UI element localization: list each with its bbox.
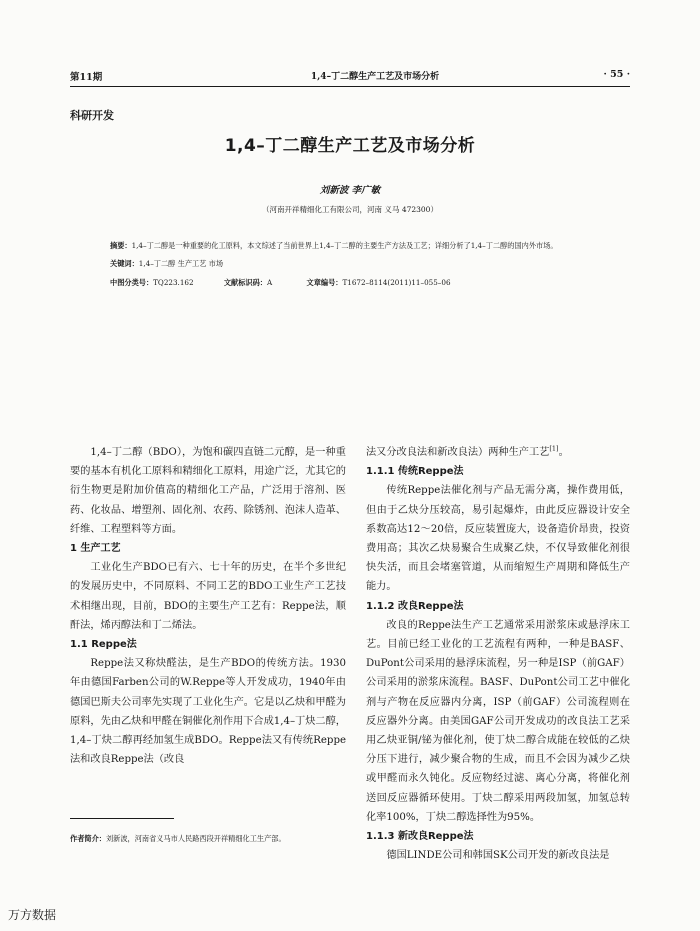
section-heading: 1 生产工艺 bbox=[70, 543, 121, 555]
paragraph-text: 传统Reppe法催化剂与产品无需分离，操作费用低，但由于乙炔分压较高，易引起爆炸，由此反应器设计安全系数高达12～20倍，反应装置庞大，设备造价昂贵，投资费用高；其次乙炔易聚合生成聚乙炔，不仅导致催化剂很快失活，而且会堵塞管道，从而缩短生产周期和降低生产能力。 bbox=[366, 485, 630, 593]
citation-ref: [1] bbox=[549, 444, 559, 453]
section-heading: 1.1.1 传统Reppe法 bbox=[366, 466, 464, 478]
header-issue: 第11期 bbox=[70, 72, 103, 83]
footnote-rule bbox=[70, 818, 174, 819]
footnote-text: 刘新波，河南省义马市人民路西段开祥精细化工生产部。 bbox=[105, 834, 286, 843]
paragraph bbox=[366, 616, 630, 827]
section-heading: 1.1.2 改良Reppe法 bbox=[366, 600, 464, 612]
affiliation: （河南开祥精细化工有限公司，河南 义马 472300） bbox=[262, 205, 438, 214]
authors: 刘新波 李广敏 bbox=[319, 185, 381, 196]
body-right-column bbox=[366, 443, 630, 865]
header-rule bbox=[70, 86, 630, 87]
paragraph-text: 工业化生产BDO已有六、七十年的历史，在半个多世纪的发展历史中，不同原料、不同工艺的BDO工业生产工艺技术相继出现，目前，BDO的主要生产工艺有：Reppe法，顺酐法，烯丙醇法和丁二烯法。 bbox=[70, 562, 346, 631]
paragraph-text: 1,4–丁二醇（BDO），为饱和碳四直链二元醇，是一种重要的基本有机化工原料和精细化工原料，用途广泛，尤其它的衍生物更是附加价值高的精细化工产品，广泛用于溶剂、医药、化妆品、增塑剂、固化剂、农药、除锈剂、泡沫人造革、纤维、工程塑料等方面。 bbox=[70, 447, 346, 535]
clc-label: 中图分类号： bbox=[110, 278, 154, 287]
paragraph bbox=[70, 443, 346, 539]
classification bbox=[110, 275, 650, 290]
paragraph bbox=[70, 558, 346, 635]
footnote bbox=[70, 834, 286, 844]
section-heading: 1.1.3 新改良Reppe法 bbox=[366, 831, 474, 843]
paragraph-text: 法又分改良法和新改良法）两种生产工艺 bbox=[366, 447, 550, 458]
header-running-title: 1,4–丁二醇生产工艺及市场分析 bbox=[310, 72, 440, 82]
article-number-value: T1672–8114(2011)11–055–06 bbox=[342, 278, 451, 287]
paragraph-tail: 。 bbox=[558, 447, 569, 458]
abstract-text: 1,4–丁二醇是一种重要的化工原料，本文综述了当前世界上1,4–丁二醇的主要生产方法及工艺；详细分析了1,4–丁二醇的国内外市场。 bbox=[131, 241, 558, 250]
paragraph bbox=[366, 481, 630, 596]
paragraph bbox=[366, 443, 630, 462]
paragraph bbox=[70, 654, 346, 769]
paragraph bbox=[366, 846, 630, 865]
article-number-label: 文章编号： bbox=[306, 278, 343, 287]
header-page-number: · 55 · bbox=[603, 69, 630, 80]
doc-code-value: A bbox=[267, 278, 273, 287]
body-left-column bbox=[70, 443, 346, 769]
doc-code-label: 文献标识码： bbox=[223, 278, 267, 287]
footnote-label: 作者简介： bbox=[70, 834, 106, 843]
keywords-label: 关键词： bbox=[110, 259, 139, 268]
abstract bbox=[110, 238, 630, 253]
paragraph-text: Reppe法又称炔醛法，是生产BDO的传统方法。1930年由德国Farben公司的W.Reppe等人开发成功，1940年由德国巴斯夫公司率先实现了工业化生产。它是以乙炔和甲醛为原料，先由乙炔和甲醛在铜催化剂作用下合成1,4–丁炔二醇，1,4–丁炔二醇再经加氢生成BDO。Reppe法又有传统Reppe法和改良Reppe法（改良 bbox=[70, 658, 346, 766]
abstract-label: 摘要： bbox=[110, 241, 132, 250]
keywords-text: 1,4–丁二醇 生产工艺 市场 bbox=[138, 259, 224, 268]
watermark: 万方数据 bbox=[8, 908, 57, 922]
page-title: 1,4–丁二醇生产工艺及市场分析 bbox=[224, 136, 476, 156]
paragraph-text: 德国LINDE公司和韩国SK公司开发的新改良法是 bbox=[386, 850, 610, 862]
section-heading: 1.1 Reppe法 bbox=[70, 639, 137, 651]
clc-value: TQ223.162 bbox=[153, 278, 194, 287]
keywords bbox=[110, 256, 630, 271]
paragraph-text: 改良的Reppe法生产工艺通常采用淤浆床或悬浮床工艺。目前已经工业化的工艺流程有两种，一种是BASF、DuPont公司采用的悬浮床流程，另一种是ISP（前GAF）公司采用的淤浆床流程。BASF、DuPont公司工艺中催化剂与产物在反应器内分离，ISP（前GAF）公司流程则在反应器外分离。由美国GAF公司开发成功的改良法工艺采用乙炔亚铜/铋为催化剂，使丁炔二醇合成能在较低的乙炔分压下进行，减少聚合物的生成，而且不会因为减少乙炔或甲醛而永久钝化。反应物经过滤、离心分离，将催化剂送回反应器循环使用。丁炔二醇采用两段加氢，加氢总转化率100%，丁炔二醇选择性为95%。 bbox=[366, 619, 630, 823]
section-label: 科研开发 bbox=[70, 109, 114, 122]
